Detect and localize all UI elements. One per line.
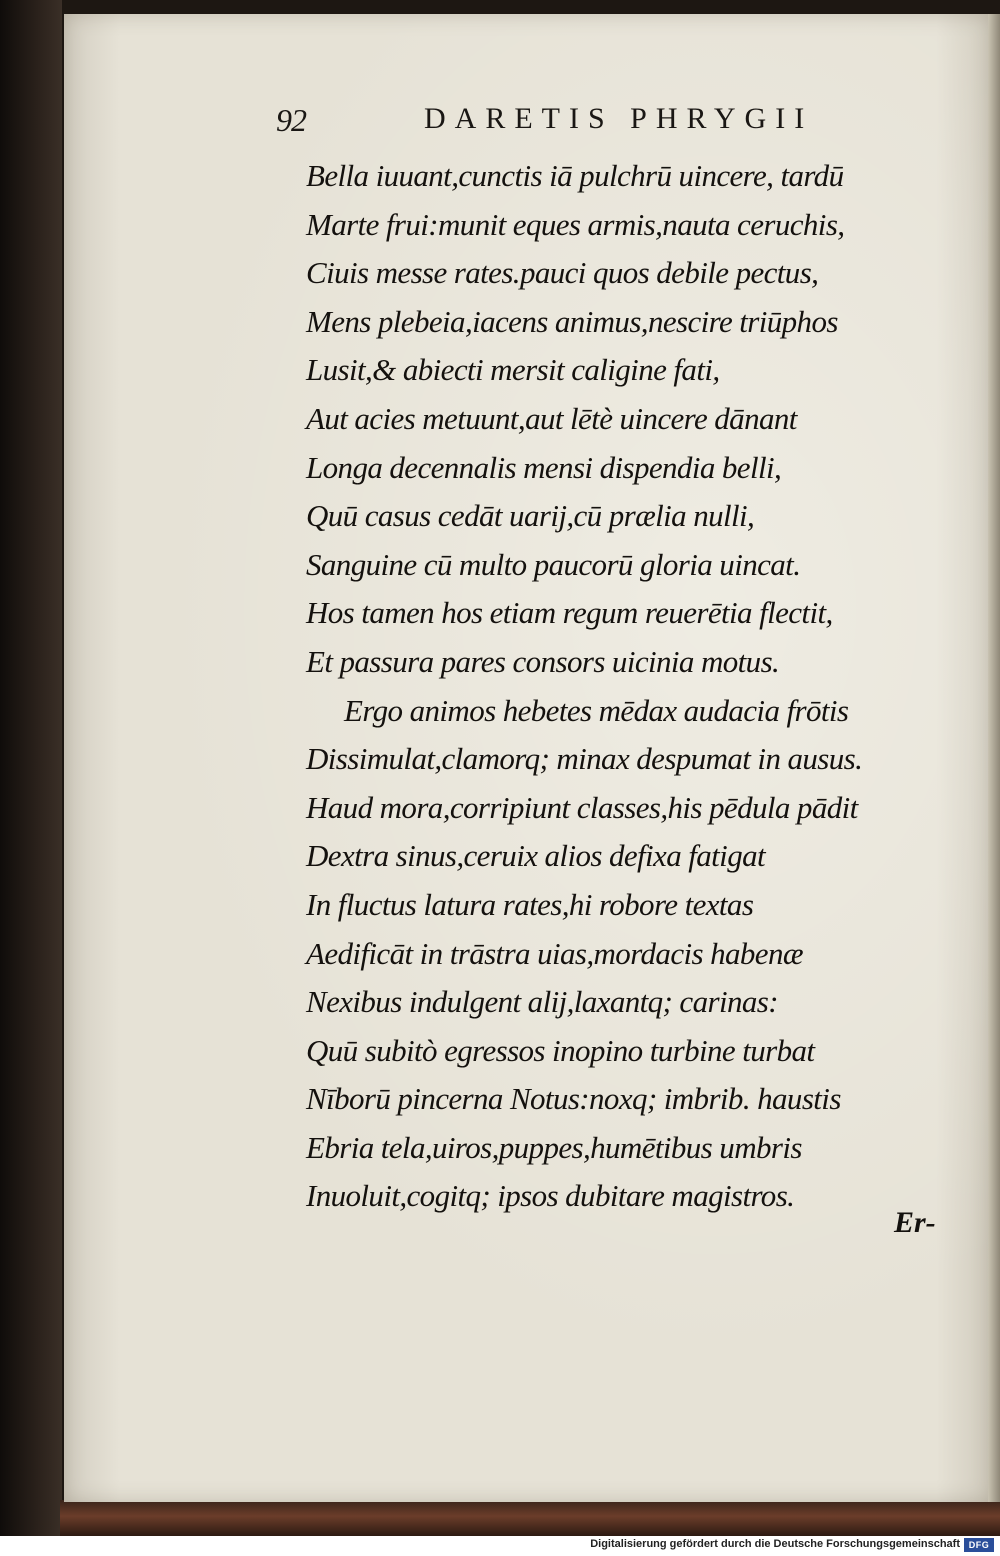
page-header [276, 96, 896, 146]
verse-line: Dissimulat,clamorq; minax despumat in ausus. [306, 741, 863, 777]
verse-line: Bella iuuant,cunctis iā pulchrū uincere, tardū [306, 158, 844, 193]
catchword: Er- [894, 1206, 936, 1239]
verse-line: Quū subitò egressos inopino turbine turbat [306, 1032, 815, 1068]
running-head: DARETIS PHRYGII [424, 102, 814, 135]
verse-line: Dextra sinus,ceruix alios defixa fatigat [306, 838, 766, 874]
verse-line: Quū casus cedāt uarij,cū prælia nulli, [306, 498, 755, 534]
verse-line: Nīborū pincerna Notus:noxq; imbrib. haustis [306, 1081, 841, 1117]
funding-credit: Digitalisierung gefördert durch die Deutsche Forschungsgemeinschaft [590, 1538, 960, 1550]
page-number: 92 [276, 102, 306, 138]
verse-line: Ebria tela,uiros,puppes,humētibus umbris [306, 1129, 802, 1165]
verse-line: Nexibus indulgent alij,laxantq; carinas: [306, 984, 778, 1020]
verse-line: Mens plebeia,iacens animus,nescire triūphos [306, 303, 838, 339]
verse-line: Hos tamen hos etiam regum reuerētia flectit, [306, 595, 833, 631]
book-cover-edge [0, 0, 62, 1540]
verse-line: Longa decennalis mensi dispendia belli, [306, 449, 782, 485]
digitization-footer [0, 1536, 1000, 1556]
verse-line: Lusit,& abiecti mersit caligine fati, [306, 352, 720, 388]
verse-line: Marte frui:munit eques armis,nauta ceruchis, [306, 206, 845, 242]
page-fore-edge [988, 14, 1000, 1502]
verse-line: Sanguine cū multo paucorū gloria uincat. [306, 546, 801, 582]
verse-line: Ergo animos hebetes mēdax audacia frōtis [344, 692, 849, 728]
verse-line: Aedificāt in trāstra uias,mordacis habenæ [306, 935, 803, 971]
verse-block [306, 152, 966, 1221]
verse-line: Haud mora,corripiunt classes,his pēdula pādit [306, 789, 858, 825]
verse-line: Et passura pares consors uicinia motus. [306, 643, 780, 679]
verse-line: Aut acies metuunt,aut lētè uincere dānant [306, 400, 797, 436]
book-bottom-edge [60, 1500, 1000, 1536]
dfg-logo: DFG [964, 1538, 994, 1552]
verse-line: In fluctus latura rates,hi robore textas [306, 886, 754, 922]
verse-line: Ciuis messe rates.pauci quos debile pectus, [306, 255, 819, 291]
verse-line: Inuoluit,cogitq; ipsos dubitare magistros. [306, 1178, 795, 1214]
